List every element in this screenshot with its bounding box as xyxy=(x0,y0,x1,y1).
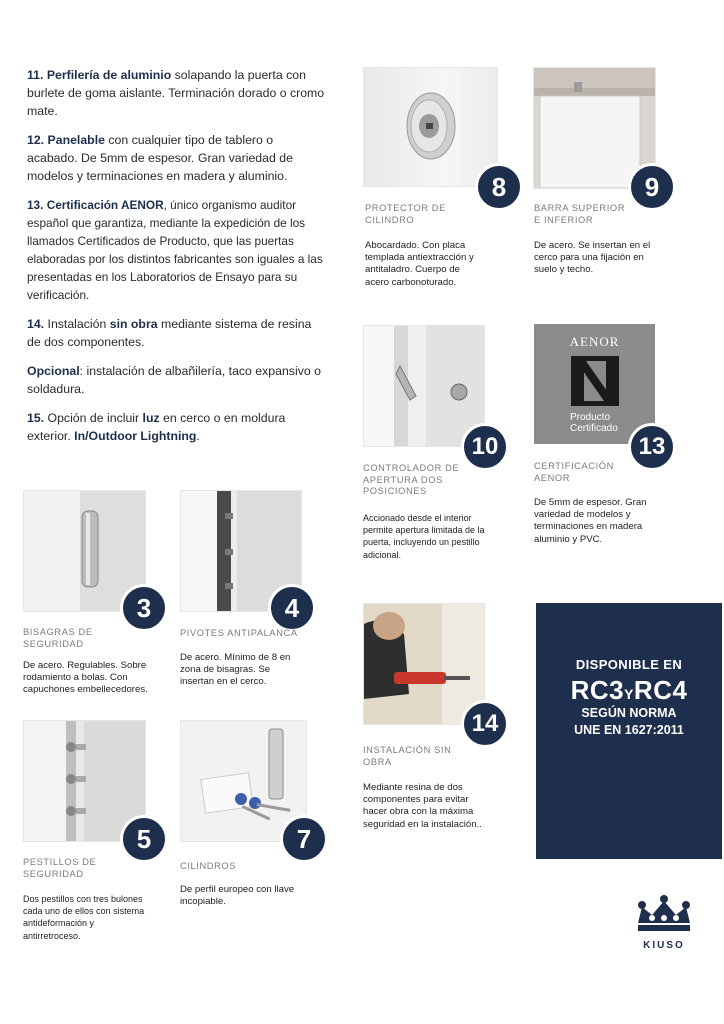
feature-opcional: Opcional: instalación de albañilería, taco expansivo o soldadura. xyxy=(27,364,321,396)
rc-available: DISPONIBLE EN xyxy=(575,657,683,672)
kiuso-logo xyxy=(632,893,696,951)
card-5-title: PESTILLOS DE SEGURIDAD xyxy=(23,857,97,879)
feature-14: 14. Instalación sin obra mediante sistema de resina de dos componentes. xyxy=(27,317,312,349)
card-4-desc: De acero. Mínimo de 8 en zona de bisagras. Se insertan en el cerco. xyxy=(180,652,291,688)
intro-text xyxy=(27,66,327,456)
controller-illustration xyxy=(364,326,484,446)
card-14-title: INSTALACIÓN SIN OBRA xyxy=(363,745,452,767)
badge-13: 13 xyxy=(628,423,676,471)
feature-11: 11. Perfilería de aluminio solapando la puerta con burlete de goma aislante. Terminación dorado o cromo mate. xyxy=(27,68,325,118)
card-9-title: BARRA SUPERIOR E INFERIOR xyxy=(534,203,626,225)
card-14-desc: Mediante resina de dos componentes para evitar hacer obra con la máxima seguridad en la instalación.. xyxy=(363,782,482,830)
feature-15: 15. Opción de incluir luz en cerco o en moldura exterior. In/Outdoor Lightning. xyxy=(27,411,286,443)
opening-controller-photo xyxy=(363,325,485,447)
card-4-title: PIVOTES ANTIPALANCA xyxy=(180,628,298,638)
badge-8: 8 xyxy=(475,163,523,211)
cylinder-protector-photo xyxy=(363,67,498,187)
card-8-title: PROTECTOR DE CILINDRO xyxy=(365,203,446,225)
card-7-title: CILINDROS xyxy=(180,861,237,871)
card-10-title: CONTROLADOR DE APERTURA DOS POSICIONES xyxy=(363,463,460,496)
card-9-desc: De acero. Se insertan en el cerco para una fijación en suelo y techo. xyxy=(534,240,651,276)
cylinder-protector-illustration xyxy=(364,68,497,186)
feature-12: 12. Panelable con cualquier tipo de tablero o acabado. De 5mm de espesor. Gran variedad de modelos y terminaciones en madera y aluminio. xyxy=(27,133,293,183)
card-10-desc: Accionado desde el interior permite apertura limitada de la puerta, incluyendo un pestillo adicional. xyxy=(363,513,485,560)
feature-13: 13. Certificación AENOR, único organismo auditor español que garantiza, mediante la expedición de los llamados Certificados de Producto, que las puertas elaboradas por los distintos fabricantes son iguales a las presentadas en los Laboratorios de Ensayo para su verificación. xyxy=(27,198,323,302)
crown-icon xyxy=(634,893,694,933)
card-13-desc: De 5mm de espesor. Gran variedad de modelos y terminaciones en madera aluminio y PVC. xyxy=(534,497,647,545)
card-8-desc: Abocardado. Con placa templada antiextracción y antitaladro. Cuerpo de acero carbonoturado. xyxy=(365,240,474,288)
rc-standard-label: SEGÚN NORMA xyxy=(581,706,677,720)
badge-4: 4 xyxy=(268,584,316,632)
kiuso-wordmark: KIUSO xyxy=(643,940,685,951)
badge-14: 14 xyxy=(461,700,509,748)
card-3-title: BISAGRAS DE SEGURIDAD xyxy=(23,627,93,649)
card-13-title: CERTIFICACIÓN AENOR xyxy=(534,461,614,483)
badge-10: 10 xyxy=(461,423,509,471)
aenor-product: Producto xyxy=(570,412,611,423)
rc-certification-box xyxy=(536,603,722,859)
badge-7: 7 xyxy=(280,815,328,863)
card-3-desc: De acero. Regulables. Sobre rodamiento a bolas. Con capuchones embellecedores. xyxy=(23,660,148,696)
card-5-desc: Dos pestillos con tres bulones cada uno de ellos con sistema antideformación y antirretroceso. xyxy=(23,894,145,941)
badge-3: 3 xyxy=(120,584,168,632)
aenor-certificate-logo xyxy=(534,324,655,444)
aenor-brand: AENOR xyxy=(569,334,620,349)
badge-9: 9 xyxy=(628,163,676,211)
card-7-desc: De perfil europeo con llave incopiable. xyxy=(180,884,295,908)
rc-levels: RC3YRC4 xyxy=(570,675,688,705)
aenor-certified: Certificado xyxy=(570,423,618,434)
badge-5: 5 xyxy=(120,815,168,863)
rc-standard: UNE EN 1627:2011 xyxy=(574,723,684,737)
installation-illustration xyxy=(364,604,484,724)
